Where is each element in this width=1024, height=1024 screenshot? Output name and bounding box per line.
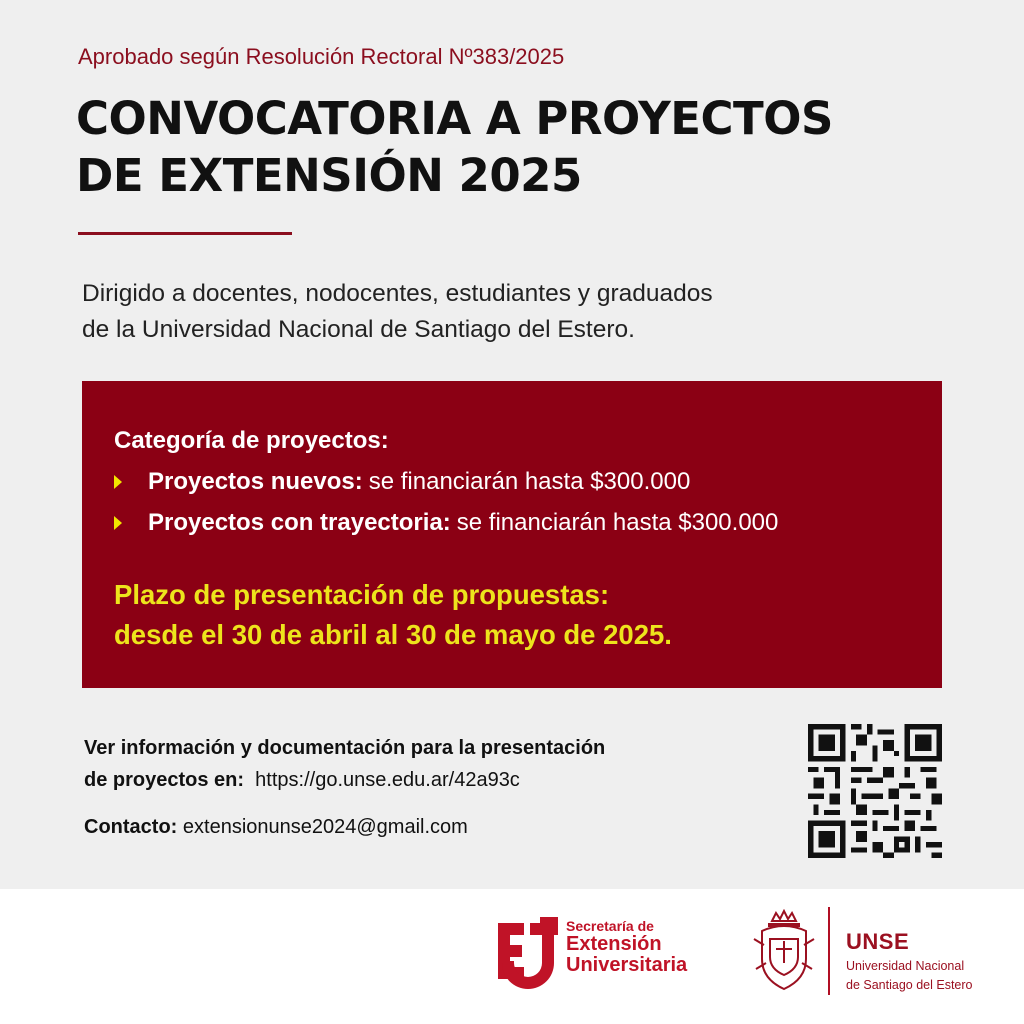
category-label: Proyectos nuevos:	[148, 467, 363, 495]
secretaria-line-1: Secretaría de	[566, 918, 654, 934]
unse-name	[846, 929, 972, 993]
info-url-link[interactable]: https://go.unse.edu.ar/42a93c	[255, 769, 520, 791]
intro-text	[82, 276, 713, 348]
category-label: Proyectos con trayectoria:	[148, 508, 451, 536]
deadline-line-1: Plazo de presentación de propuestas:	[114, 579, 610, 610]
title-line-1: CONVOCATORIA A PROYECTOS	[76, 92, 833, 145]
intro-line-1: Dirigido a docentes, nodocentes, estudiantes y graduados	[82, 280, 713, 307]
categories-heading: Categoría de proyectos:	[114, 427, 389, 454]
info-line-1: Ver información y documentación para la presentación	[84, 737, 606, 759]
footer	[0, 889, 1024, 1024]
title-underline	[78, 232, 292, 235]
deadline-line-2: desde el 30 de abril al 30 de mayo de 2025.	[114, 619, 672, 650]
category-text: se financiarán hasta $300.000	[456, 508, 779, 536]
extension-logo	[494, 917, 558, 989]
category-item-trajectory	[114, 502, 778, 543]
category-text: se financiarán hasta $300.000	[368, 467, 691, 495]
page-title	[76, 90, 833, 204]
unse-line-1: Universidad Nacional	[846, 959, 965, 973]
contact-label: Contacto:	[84, 816, 178, 838]
unse-crest	[750, 909, 818, 995]
secretaria-line-2: Extensión	[566, 932, 662, 955]
category-item-new	[114, 461, 778, 502]
qr-code[interactable]	[808, 724, 942, 858]
info-line-2-label: de proyectos en:	[84, 769, 245, 791]
secretaria-line-3: Universitaria	[566, 953, 688, 976]
approval-note: Aprobado según Resolución Rectoral Nº383/2025	[78, 44, 565, 69]
unse-acronym: UNSE	[846, 929, 910, 954]
intro-line-2: de la Universidad Nacional de Santiago del Estero.	[82, 316, 635, 343]
contact-line	[84, 816, 468, 839]
title-line-2: DE EXTENSIÓN 2025	[76, 149, 582, 202]
bullet-triangle-icon	[114, 516, 122, 530]
contact-email-link[interactable]: extensionunse2024@gmail.com	[182, 816, 468, 838]
bullet-triangle-icon	[114, 475, 122, 489]
deadline-text	[114, 575, 672, 655]
secretaria-name	[566, 919, 687, 976]
unse-line-2: de Santiago del Estero	[846, 978, 973, 992]
categories-panel	[82, 381, 942, 688]
category-list	[114, 461, 778, 543]
info-text	[84, 732, 605, 796]
footer-divider	[828, 907, 830, 995]
